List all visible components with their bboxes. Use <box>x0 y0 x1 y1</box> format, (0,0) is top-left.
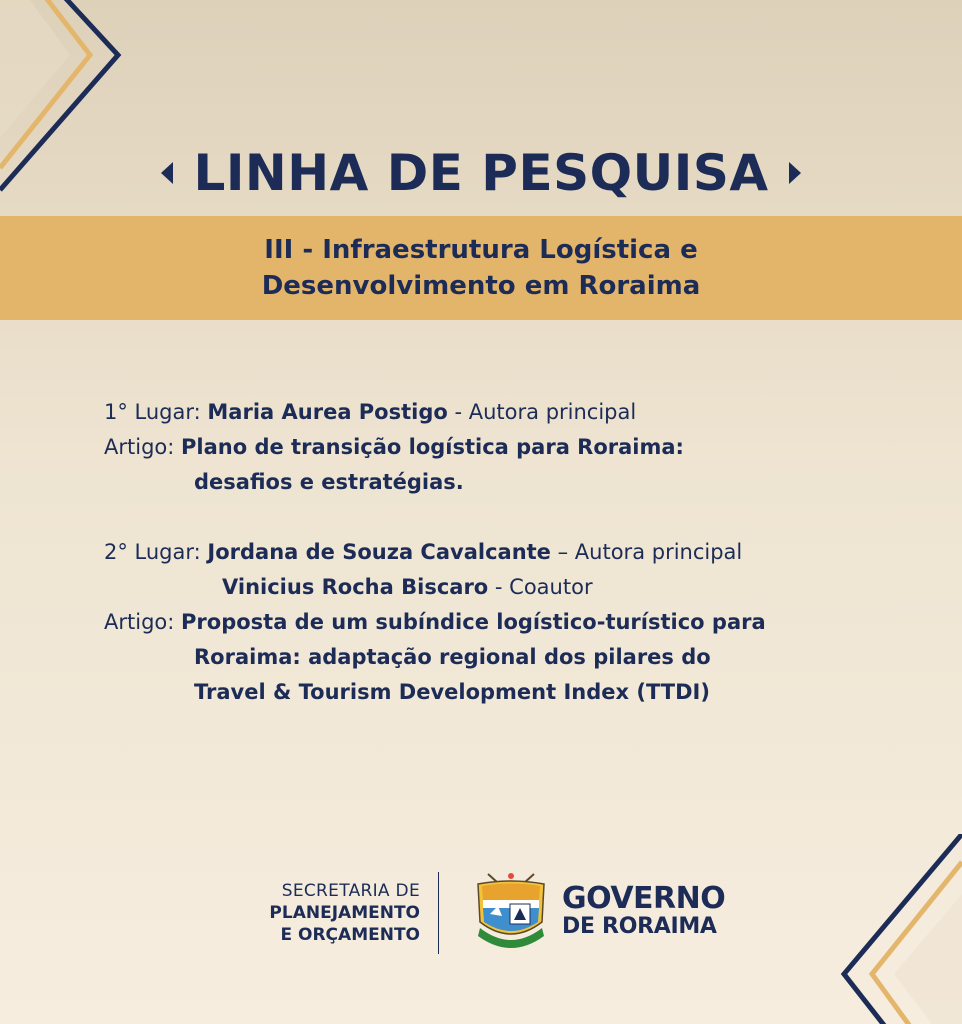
banner-line-2: Desenvolvimento em Roraima <box>261 271 701 301</box>
second-place-entry <box>104 535 924 710</box>
governo-line-2: DE RORAIMA <box>562 914 717 939</box>
second-place-label: 2° Lugar: <box>104 540 201 564</box>
second-place-coauthor: Vinicius Rocha Biscaro <box>222 575 489 599</box>
second-article-title-line-2: Roraima: adaptação regional dos pilares do <box>194 645 711 669</box>
second-article-label: Artigo: <box>104 610 175 634</box>
banner-line-1: III - Infraestrutura Logística e <box>264 235 698 265</box>
title-row <box>0 138 962 208</box>
second-place-author-role: – Autora principal <box>557 540 743 564</box>
chevron-left-icon <box>157 158 177 188</box>
second-place-author: Jordana de Souza Cavalcante <box>207 540 551 564</box>
first-place-author: Maria Aurea Postigo <box>207 400 448 424</box>
second-article-title-line-3: Travel & Tourism Development Index (TTDI) <box>194 680 710 704</box>
second-article-title-line-1: Proposta de um subíndice logístico-turístico para <box>181 610 766 634</box>
secretaria-logo-text <box>250 880 420 946</box>
footer-divider <box>438 872 439 954</box>
secretaria-line-1: SECRETARIA DE <box>281 881 420 901</box>
secretaria-line-2: PLANEJAMENTO <box>269 903 420 923</box>
first-place-entry <box>104 395 924 500</box>
governo-logo-text <box>562 881 726 940</box>
roraima-coat-of-arms-icon <box>472 870 550 954</box>
first-place-label: 1° Lugar: <box>104 400 201 424</box>
winners-list <box>104 395 924 710</box>
secretaria-line-3: E ORÇAMENTO <box>280 925 420 945</box>
first-place-author-role: - Autora principal <box>454 400 637 424</box>
first-article-title-line-1: Plano de transição logística para Roraima: <box>181 435 684 459</box>
research-line-banner <box>0 216 962 320</box>
corner-chevron-decoration-bottom-right <box>832 834 962 1024</box>
first-article-label: Artigo: <box>104 435 175 459</box>
governo-line-1: GOVERNO <box>562 881 726 916</box>
first-article-title-line-2: desafios e estratégias. <box>194 470 464 494</box>
second-place-coauthor-role: - Coautor <box>494 575 593 599</box>
chevron-right-icon <box>785 158 805 188</box>
page-title: LINHA DE PESQUISA <box>193 144 769 202</box>
footer-logos <box>250 868 770 958</box>
